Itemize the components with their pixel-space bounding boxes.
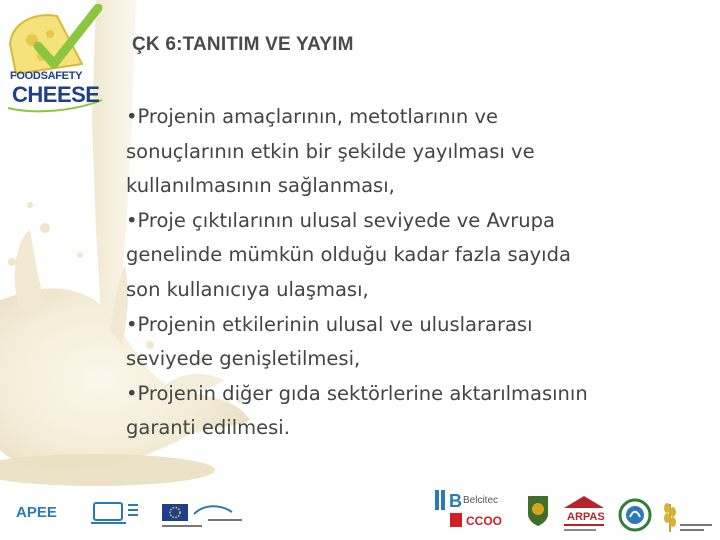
- foodsafety-cheese-logo: [2, 4, 114, 116]
- body-line: •Proje çıktılarının ulusal seviyede ve Avrupa: [126, 208, 555, 232]
- body-line: kullanılmasının sağlanması,: [126, 174, 395, 198]
- ccoo-text: CCOO: [466, 514, 502, 528]
- slide-title: ÇK 6:TANITIM VE YAYIM: [132, 34, 354, 55]
- ministry-seal-logo: [618, 498, 652, 532]
- partner-logos-footer: [0, 488, 720, 540]
- education-laptop-logo: [90, 500, 140, 528]
- logo-text-foodsafety: FOODSAFETY: [10, 70, 83, 82]
- body-line: sonuçlarının etkin bir şekilde yayılması ve: [126, 139, 535, 163]
- belcitec-logo: [435, 488, 510, 512]
- body-line: •Projenin amaçlarının, metotlarının ve: [126, 105, 499, 128]
- apee-logo-text: APEE: [16, 504, 57, 521]
- arpas-logo: [560, 494, 608, 534]
- svg-text:B: B: [449, 491, 462, 511]
- belcitec-text: Belcitec: [463, 495, 499, 506]
- body-line: •Projenin diğer gıda sektörlerine aktarılmasının: [126, 381, 588, 405]
- ccoo-logo: [450, 512, 505, 528]
- body-line: garanti edilmesi.: [126, 416, 290, 440]
- wheat-logo: [662, 498, 716, 534]
- logo-text-cheese: CHEESE: [12, 82, 100, 107]
- apee-logo: [6, 504, 57, 521]
- body-line: •Projenin etkilerinin ulusal ve uluslararası: [126, 312, 533, 336]
- eu-lifelong-learning-logo: [160, 502, 250, 532]
- body-line: seviyede genişletilmesi,: [126, 347, 361, 371]
- body-line: son kullanıcıya ulaşması,: [126, 277, 369, 301]
- institution-shield-logo: [526, 494, 550, 528]
- slide-body: [126, 100, 686, 446]
- body-line: genelinde mümkün olduğu kadar fazla sayıda: [126, 243, 571, 267]
- arpas-text: ARPAS: [567, 511, 605, 523]
